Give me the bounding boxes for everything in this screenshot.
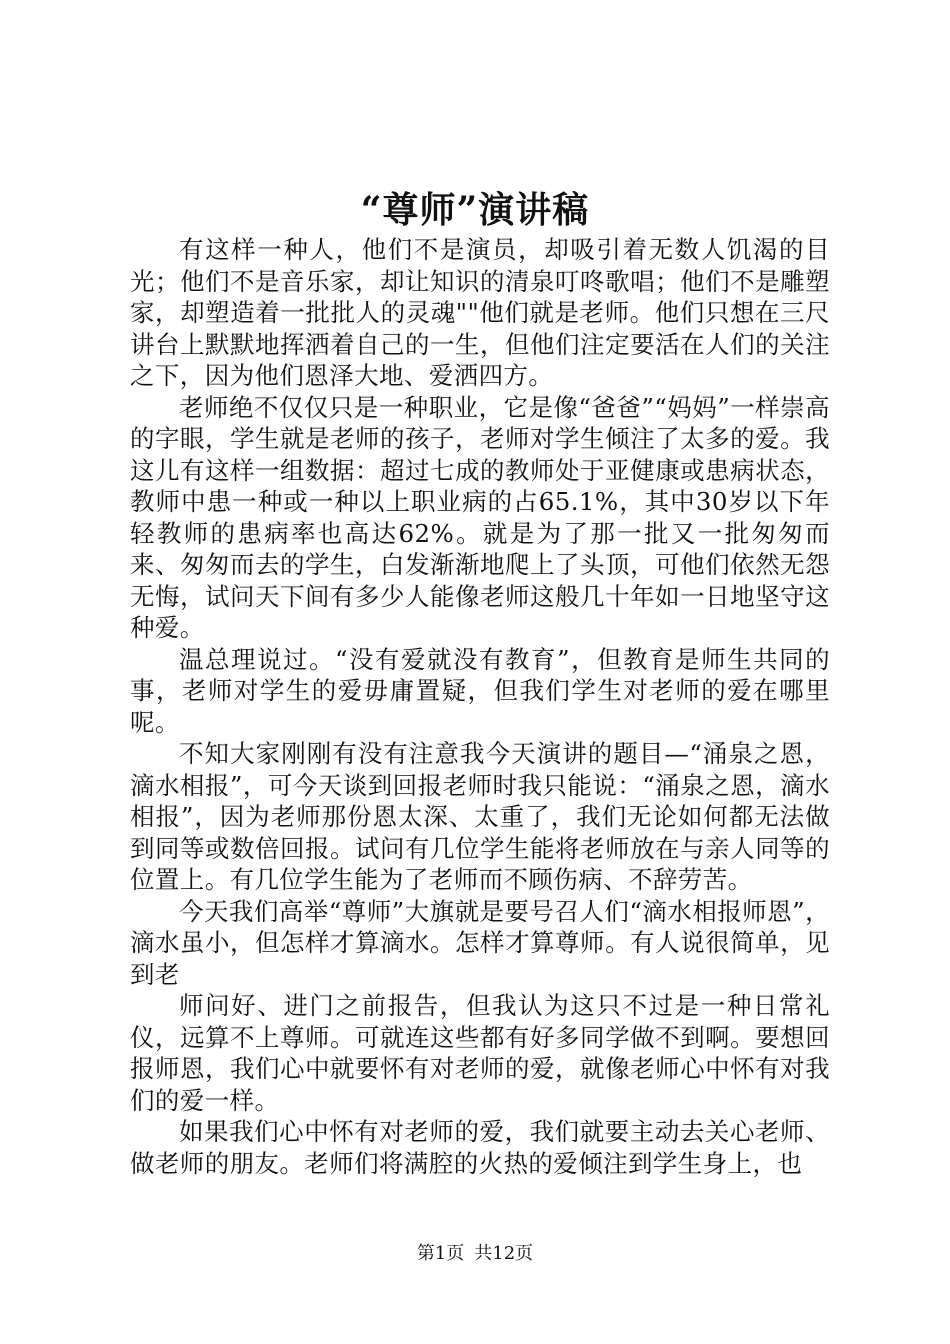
paragraph: 今天我们高举“尊师”大旗就是要号召人们“滴水相报师恩”，滴水虽小，但怎样才算滴水。怎样才算尊师。有人说很简单，见到老 (130, 896, 830, 989)
paragraph: 老师绝不仅仅只是一种职业，它是像“爸爸”“妈妈”一样崇高的字眼，学生就是老师的孩子，老师对学生倾注了太多的爱。我这儿有这样一组数据：超过七成的教师处于亚健康或患病状态，教师中患一种或一种以上职业病的占65.1%，其中30岁以下年轻教师的患病率也高达62%。就是为了那一批又一批匆匆而来、匆匆而去的学生，白发渐渐地爬上了头顶，可他们依然无怨无悔，试问天下间有多少人能像老师这般几十年如一日地坚守这种爱。 (130, 392, 830, 642)
page-footer (0, 1242, 950, 1266)
document-title: “尊师”演讲稿 (360, 189, 590, 231)
paragraph: 温总理说过。“没有爱就没有教育”，但教育是师生共同的事，老师对学生的爱毋庸置疑，但我们学生对老师的爱在哪里呢。 (130, 644, 830, 737)
paragraph: 不知大家刚刚有没有注意我今天演讲的题目—“涌泉之恩，滴水相报”，可今天谈到回报老师时我只能说：“涌泉之恩，滴水相报”，因为老师那份恩太深、太重了，我们无论如何都无法做到同等或数倍回报。试问有几位学生能将老师放在与亲人同等的位置上。有几位学生能为了老师而不顾伤病、不辞劳苦。 (130, 739, 830, 894)
paragraph: 有这样一种人，他们不是演员，却吸引着无数人饥渴的目光；他们不是音乐家，却让知识的清泉叮咚歌唱；他们不是雕塑家，却塑造着一批批人的灵魂""他们就是老师。他们只想在三尺讲台上默默地挥洒着自己的一生，但他们注定要活在人们的关注之下，因为他们恩泽大地、爱洒四方。 (130, 235, 830, 390)
document-body (130, 234, 830, 1179)
paragraph: 师问好、进门之前报告，但我认为这只不过是一种日常礼仪，远算不上尊师。可就连这些都有好多同学做不到啊。要想回报师恩，我们心中就要怀有对老师的爱，就像老师心中怀有对我们的爱一样。 (130, 991, 830, 1115)
page-total: 共12页 (474, 1243, 534, 1264)
paragraph: 如果我们心中怀有对老师的爱，我们就要主动去关心老师、做老师的朋友。老师们将满腔的火热的爱倾注到学生身上，也 (130, 1117, 830, 1178)
page-number: 第1页 (416, 1243, 465, 1264)
